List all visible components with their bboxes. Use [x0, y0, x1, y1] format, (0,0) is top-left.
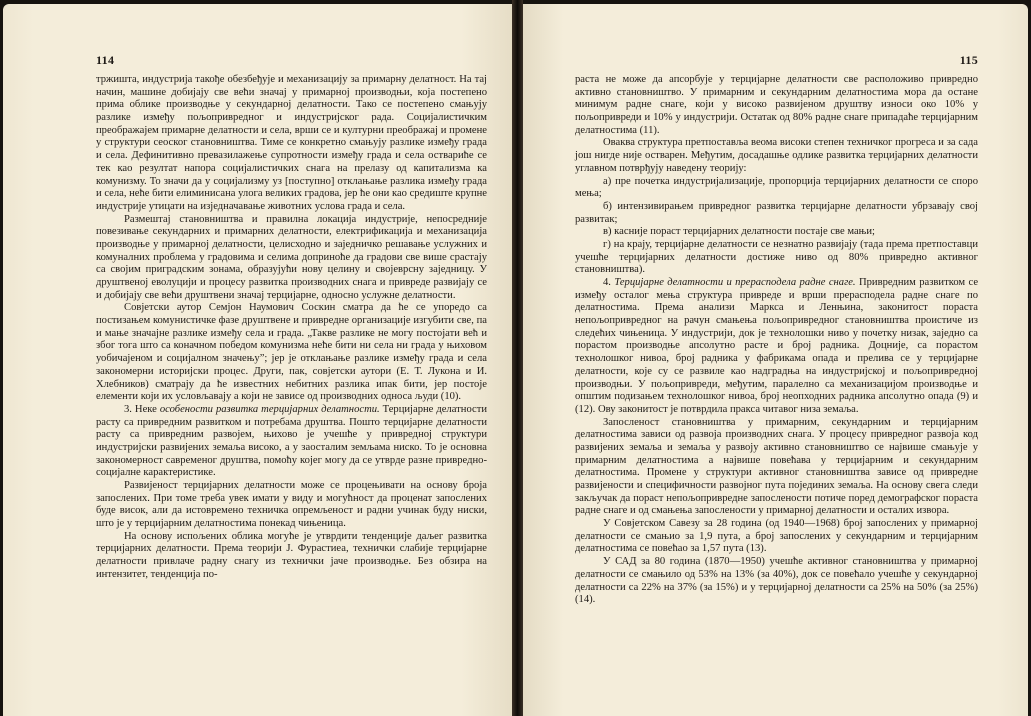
- section-heading: особености развитка терцијарних делатности.: [159, 403, 380, 415]
- section-heading: Терцијарне делатности и прерасподела радне снаге.: [614, 277, 856, 288]
- paragraph: Развијеност терцијарних делатности може се процењивати на основу броја запослених. При томе треба увек имати у виду и могућност да проценат запослених буде висок, али да истовремено техничка опремљеност и радни учинак буду ниски, што је у терцијарним делатностима понекад чињеница.: [96, 480, 487, 530]
- paragraph-section-3: [96, 404, 487, 480]
- section-number: 4.: [603, 277, 615, 288]
- left-page-body: [96, 74, 487, 582]
- paragraph: У Совјетском Савезу за 28 година (од 1940—1968) број запослених у примарној делатности се смањио за 1,9 пута, а број запослених у секундарним и терцијарним делатностима се повећао за 1,57 пута (13).: [575, 518, 978, 555]
- paragraph-section-4: [575, 277, 978, 417]
- section-text: Терцијарне делатности расту са привредним развитком и потребама друштва. Пошто терцијарне делатности расту са привредним развојем, њихово је учешће у привредној структури индустријски развијених земаља високо, а у заосталим земљама ниско. То је основна закономерност савременог друштва, помоћу којег могу да се утврде разне привредно-социјалне карактеристике.: [96, 403, 488, 479]
- paragraph: Оваква структура претпоставља веома високи степен техничког прогреса и за сада још нигде није остварен. Међутим, досадашње одлике развитка терцијарних делатности углавном потврђују наведену теорију:: [575, 137, 978, 174]
- paragraph: У САД за 80 година (1870—1950) учешће активног становништва у примарној делатности се смањило од 53% на 13% (за 40%), док се повећало учешће у секундарној делатности са 22% на 37% (за 15%) и у терцијарној делатности са 25% на 50% (за 25%) (14).: [575, 556, 978, 606]
- list-item: в) касније пораст терцијарних делатности постаје све мањи;: [603, 226, 875, 238]
- right-page: [523, 4, 1028, 716]
- paragraph: Размештај становништва и правилна локација индустрије, непосредније повезивање секундарних и примарних делатности, електрификација и механизација производње у примарној делатности, целисходно и заједничко решавање услужних и комуналних проблема у градовима и селима доприноће да градови све више срастају са својим приградским зонама, образујући нову целину и својеврсну заједницу. У друштвеној еволуцији и процесу развитка производних снага и привреде развијају се и добијају све већи друштвени значај терцијарне, односно услужне делатности.: [96, 213, 487, 301]
- left-page: [3, 4, 512, 716]
- list-item: а) пре почетка индустријализације, пропорција терцијарних делатности се споро мења;: [575, 175, 978, 200]
- list-item: б) интензивирањем привредног развитка терцијарне делатности убрзавају свој развитак;: [575, 200, 978, 225]
- paragraph: На основу испољених облика могуће је утврдити тенденције даљег развитка терцијарних делатности. Према теорији Ј. Фурастиеа, технички слабије терцијарне делатности привлаче радну снагу из технички јаче производње. Без обзира на интензитет, тенденција по-: [96, 530, 487, 580]
- paragraph: тржишта, индустрија такође обезбеђује и механизацију за примарну делатност. На тај начин, машине добијају све већи значај у примарној производњи, која постепено прима облике производње у секундарној делатности. Тако се постепено смањују разлике између пољопривредног и индустријског рада. Социјалистичким преображајем примарне делатности и села, врши се и културни преображај и промене у структури сеоског становништва. Тиме се конкретно смањују разлике између града и села. Дефинитивно превазилажење супротности између града и села оствариће се тек као резултат напора социјалистичких снага на прелазу од капитализма ка комунизму. То значи да у социјализму уз [поступно] отклањање разлика између града и села, неће бити елиминисана улога великих градова, јер ће они као средиште крупне индустрије утицати на изједначавање животних услова града и села.: [96, 74, 488, 212]
- section-number: 3. Неке: [124, 403, 160, 415]
- paragraph: Совјетски аутор Семјон Наумович Соскин сматра да ће се упоредо са постизањем комунистичке фазе друштвене и привредне организације изгубити све, па и мање значајне разлике између села и града. „Такве разлике не могу постојати већ и због тога што са коначном победом комунизма неће бити ни села ни града у њиховом уобичајеном и социјалном значењу”; јер је отклањање разлике између града и села закономерни историјски процес. Други, пак, совјетски аутори (Е. Т. Луконa и И. Хлебников) сматрају да ће известних небитних разлика ипак бити, јер постоје елементи који их условљавају а који не зависе од производних односа људи (10).: [96, 302, 487, 403]
- page-number-left: 114: [96, 53, 115, 67]
- right-page-body: [575, 74, 978, 607]
- section-text: Привредним развитком се између осталог мења структура привреде и врши прерасподела радне снаге по делатностима. Према анализи Маркса и Ленњина, законитост пораста непољопривредног на рачун смањења пољопривредног становништва проистиче из следећих чињеница. У индустрији, док је технолошки ниво у почетку низак, заједно са порастом производње апсолутно расте и број радника. Доцније, са порастом технолошког нивоа, број радника у фабрикама опада и прелива се у терцијарне делатности, које су се развиле као надградња на индустријској и пољопривредној производњи. У пољопривреди, међутим, паралелно са механизацијом производње и општим подизањем технолошког нивоа, број неопходних радника апсолутно опада (9) и (12). Ову законитост је потврдила пракса читавог низа земаља.: [575, 277, 979, 415]
- page-number-right: 115: [959, 53, 978, 67]
- paragraph: раста не може да апсорбује у терцијарне делатности све расположиво привредно активно становништво. У примарним и секундарним делатностима мора да остане минимум радне снаге, који у високо развијеном друштву износи око 10% у пољопривреди и 10% у индустрији. Остатак од 80% радне снаге припадаће терцијарним делатностима (11).: [575, 74, 978, 136]
- book-gutter: [512, 0, 523, 716]
- paragraph: Запосленост становништва у примарним, секундарним и терцијарним делатностима зависи од развоја производних снага. У процесу привредног развоја код развијених земаља и земаља у развоју активно становништво се највише смањује у примарним делатностима а највише повећава у терцијарним и секундарним делатностима. Промене у структури активног становништва зависе од привредне развијености и специфичности развојног пута појединих земаља. На основу свега следи закључак да пораст непољопривредне запослености потиче поред демографског пораста радне снаге и од смањења запослености у примарној делатности и осталих извора.: [575, 416, 978, 517]
- list-item: г) на крају, терцијарне делатности се незнатно развијају (тада према претпоставци учешће терцијарних делатности достиже ниво од 80% привредно активног становништва).: [575, 238, 978, 276]
